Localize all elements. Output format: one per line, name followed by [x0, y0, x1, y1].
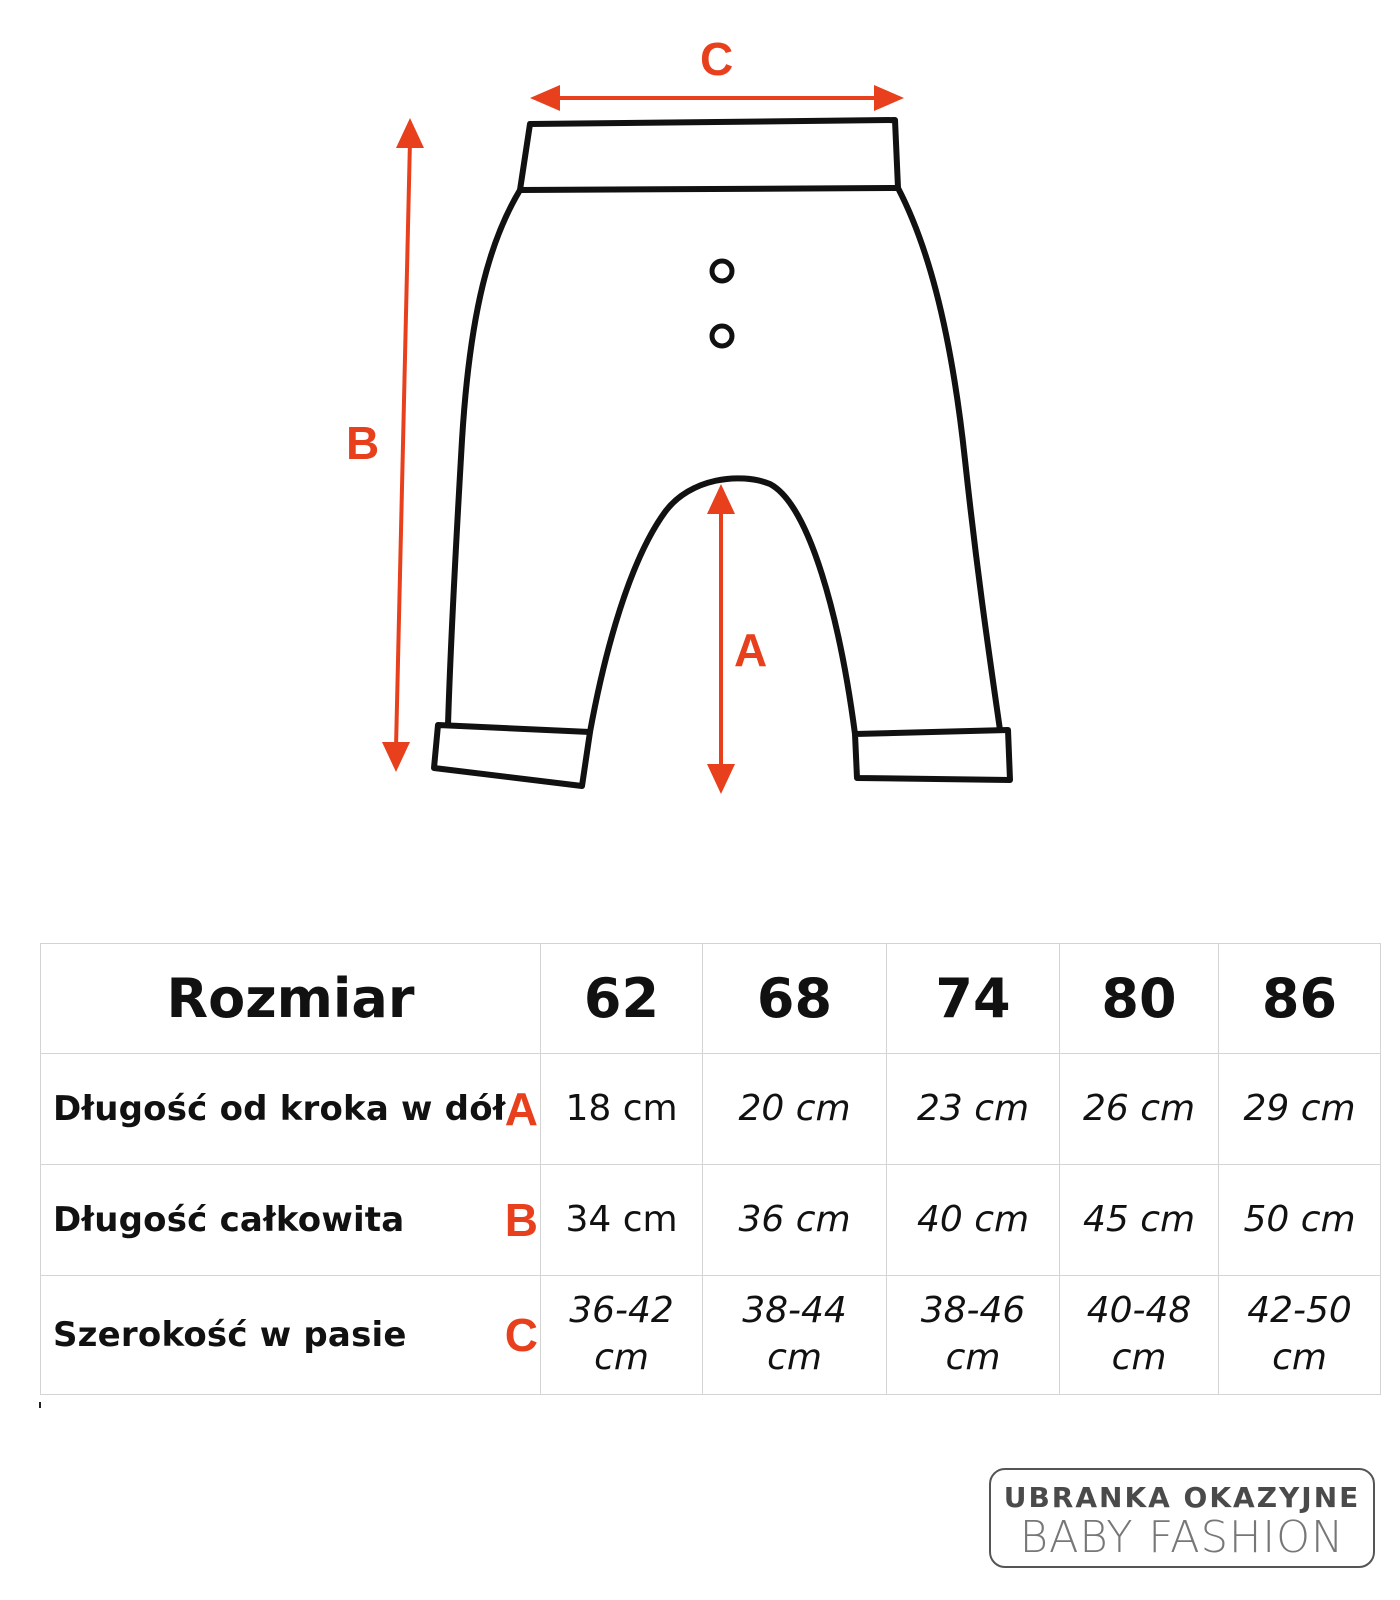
row-letter: B: [504, 1194, 538, 1246]
row-label-cell: [41, 1165, 541, 1276]
dimension-b-label: B: [346, 417, 380, 469]
table-row: [41, 1276, 1381, 1395]
cell-value: 29 cm: [1243, 1087, 1356, 1129]
table-cell: [1219, 1276, 1381, 1395]
pants-right-outline: [898, 188, 1000, 730]
size-chart-table: [40, 943, 1381, 1395]
cell-value: 26 cm: [1082, 1087, 1196, 1129]
right-cuff-outline: [855, 730, 1010, 780]
dimension-b-arrow-bottom-head: [382, 742, 410, 772]
brand-logo: [989, 1468, 1375, 1568]
cell-value: 34 cm: [565, 1198, 678, 1240]
cell-value: 38-46 cm: [920, 1290, 1026, 1378]
dimension-a-arrow-top-head: [707, 484, 735, 514]
cell-value: 40 cm: [916, 1198, 1030, 1240]
table-cell: [887, 1054, 1060, 1165]
table-cell: [703, 1054, 887, 1165]
row-label: Długość od kroka w dół: [53, 1089, 506, 1129]
table-cell: [1060, 1276, 1219, 1395]
cell-value: 45 cm: [1082, 1198, 1196, 1240]
table-cell: [887, 1276, 1060, 1395]
table-cell: [1060, 1054, 1219, 1165]
table-cell: [887, 1165, 1060, 1276]
dimension-c-label: C: [700, 33, 734, 85]
cell-value: 23 cm: [916, 1087, 1030, 1129]
table-cell: [703, 1165, 887, 1276]
cell-value: 18 cm: [565, 1087, 678, 1129]
stray-mark: [39, 1402, 41, 1408]
dimension-a-label: A: [734, 624, 768, 676]
row-label: Długość całkowita: [53, 1200, 405, 1240]
table-cell: [1219, 1165, 1381, 1276]
size-header-label: Rozmiar: [41, 944, 541, 1054]
size-header-62: 62: [541, 944, 703, 1054]
dimension-b-arrow-top-head: [396, 118, 424, 148]
row-label-cell: [41, 1054, 541, 1165]
table-cell: [541, 1054, 703, 1165]
table-cell: [541, 1165, 703, 1276]
cell-value: 36 cm: [738, 1198, 851, 1240]
dimension-b-arrow-line: [396, 140, 410, 748]
row-label: Szerokość w pasie: [53, 1315, 407, 1355]
row-letter: A: [504, 1083, 538, 1135]
cell-value: 40-48 cm: [1086, 1290, 1192, 1378]
size-header-86: 86: [1219, 944, 1381, 1054]
cell-value: 36-42 cm: [569, 1290, 674, 1378]
size-header-68: 68: [703, 944, 887, 1054]
row-label-cell: [41, 1276, 541, 1395]
cell-value: 50 cm: [1243, 1198, 1356, 1240]
row-letter: C: [504, 1309, 538, 1361]
dimension-c-arrow-right-head: [874, 85, 904, 111]
button-icon: [712, 326, 732, 346]
logo-line-2: BABY FASHION: [1019, 1512, 1345, 1563]
size-header-74: 74: [887, 944, 1060, 1054]
table-cell: [1219, 1054, 1381, 1165]
table-cell: [1060, 1165, 1219, 1276]
table-cell: [541, 1276, 703, 1395]
table-header-row: [41, 944, 1381, 1054]
waistband-outline: [520, 120, 898, 190]
dimension-a-arrow-bottom-head: [707, 764, 735, 794]
dimension-c-arrow-left-head: [530, 85, 560, 111]
left-cuff-outline: [434, 725, 590, 786]
cell-value: 42-50 cm: [1247, 1290, 1352, 1378]
table-row: [41, 1054, 1381, 1165]
pants-left-outline: [448, 190, 520, 725]
logo-line-1: UBRANKA OKAZYJNE: [1003, 1481, 1361, 1514]
cell-value: 20 cm: [738, 1087, 851, 1129]
cell-value: 38-44 cm: [742, 1290, 847, 1378]
button-icon: [712, 261, 732, 281]
table-row: [41, 1165, 1381, 1276]
size-header-80: 80: [1060, 944, 1219, 1054]
table-cell: [703, 1276, 887, 1395]
